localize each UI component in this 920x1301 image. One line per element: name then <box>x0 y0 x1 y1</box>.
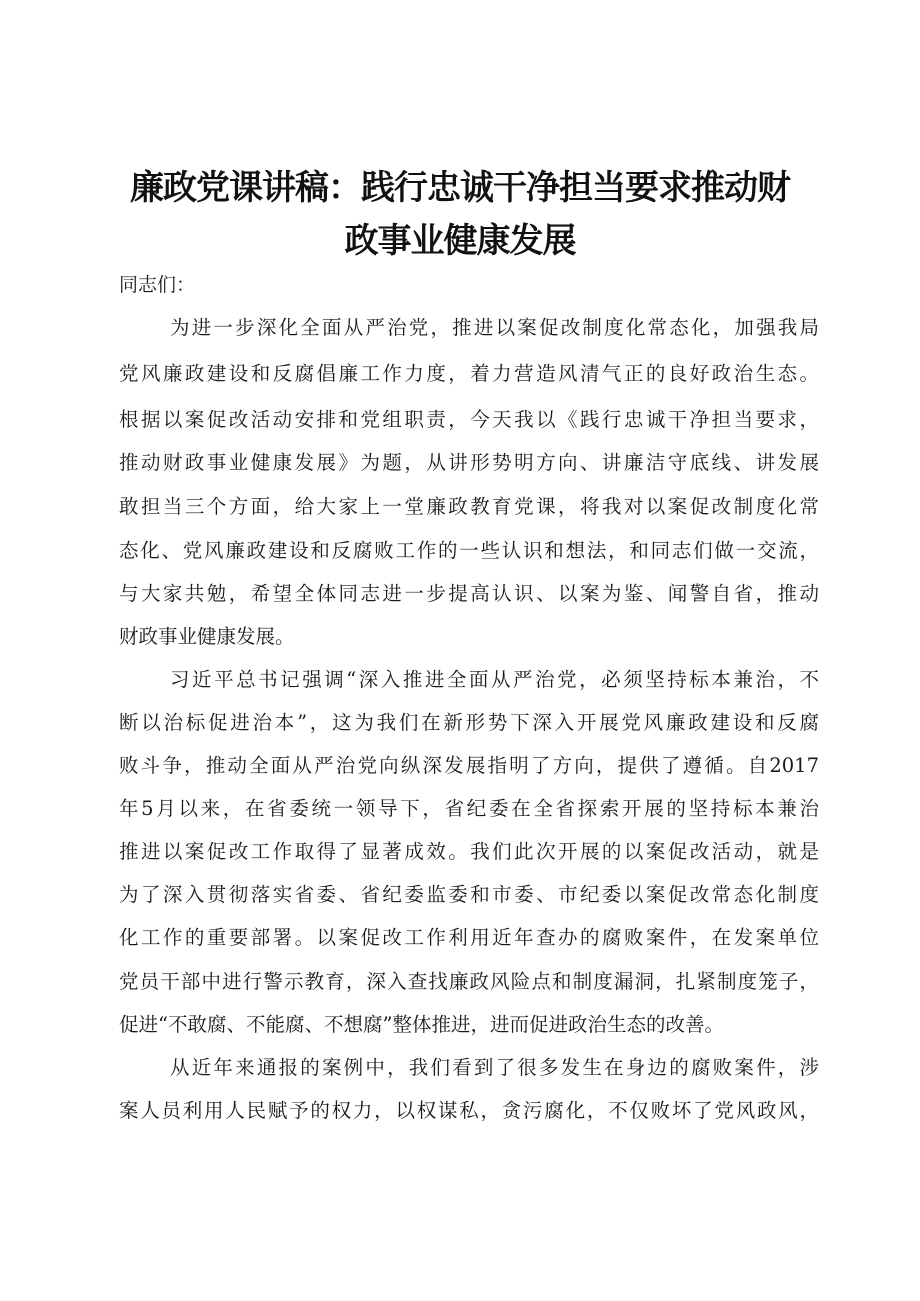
body-line: 为了深入贯彻落实省委、省纪委监委和市委、市纪委以案促改常态化制度 <box>119 883 819 906</box>
body-line: 根据以案促改活动安排和党组职责，今天我以《践行忠诚干净担当要求， <box>119 408 819 431</box>
document-title-line-2: 政事业健康发展 <box>344 221 576 261</box>
body-line: 推动财政事业健康发展》为题，从讲形势明方向、讲廉洁守底线、讲发展 <box>119 451 819 474</box>
salutation: 同志们： <box>119 274 196 296</box>
body-line: 败斗争，推动全面从严治党向纵深发展指明了方向，提供了遵循。自2017 <box>119 754 819 777</box>
body-line: 断以治标促进治本”，这为我们在新形势下深入开展党风廉政建设和反腐 <box>119 711 819 734</box>
body-line: 为进一步深化全面从严治党，推进以案促改制度化常态化，加强我局 <box>170 316 819 339</box>
body-line: 与大家共勉，希望全体同志进一步提高认识、以案为鉴、闻警自省，推动 <box>119 582 819 605</box>
body-line: 敢担当三个方面，给大家上一堂廉政教育党课，将我对以案促改制度化常 <box>119 495 819 518</box>
body-line: 态化、党风廉政建设和反腐败工作的一些认识和想法，和同志们做一交流， <box>119 539 819 562</box>
body-line: 党员干部中进行警示教育，深入查找廉政风险点和制度漏洞，扎紧制度笼子， <box>119 970 819 993</box>
body-line: 促进“不敢腐、不能腐、不想腐”整体推进，进而促进政治生态的改善。 <box>119 1013 724 1036</box>
body-line: 习近平总书记强调“深入推进全面从严治党，必须坚持标本兼治，不 <box>170 668 819 691</box>
body-line: 从近年来通报的案例中，我们看到了很多发生在身边的腐败案件，涉 <box>170 1056 819 1079</box>
body-line: 案人员利用人民赋予的权力，以权谋私，贪污腐化，不仅败坏了党风政风， <box>119 1099 819 1122</box>
body-line: 年5月以来，在省委统一领导下，省纪委在全省探索开展的坚持标本兼治 <box>119 797 819 820</box>
document-title-line-1: 廉政党课讲稿：践行忠诚干净担当要求推动财 <box>130 168 790 208</box>
body-line: 化工作的重要部署。以案促改工作利用近年查办的腐败案件，在发案单位 <box>119 926 819 949</box>
body-line: 推进以案促改工作取得了显著成效。我们此次开展的以案促改活动，就是 <box>119 840 819 863</box>
body-line: 财政事业健康发展。 <box>119 625 295 648</box>
body-line: 党风廉政建设和反腐倡廉工作力度，着力营造风清气正的良好政治生态。 <box>119 362 819 385</box>
